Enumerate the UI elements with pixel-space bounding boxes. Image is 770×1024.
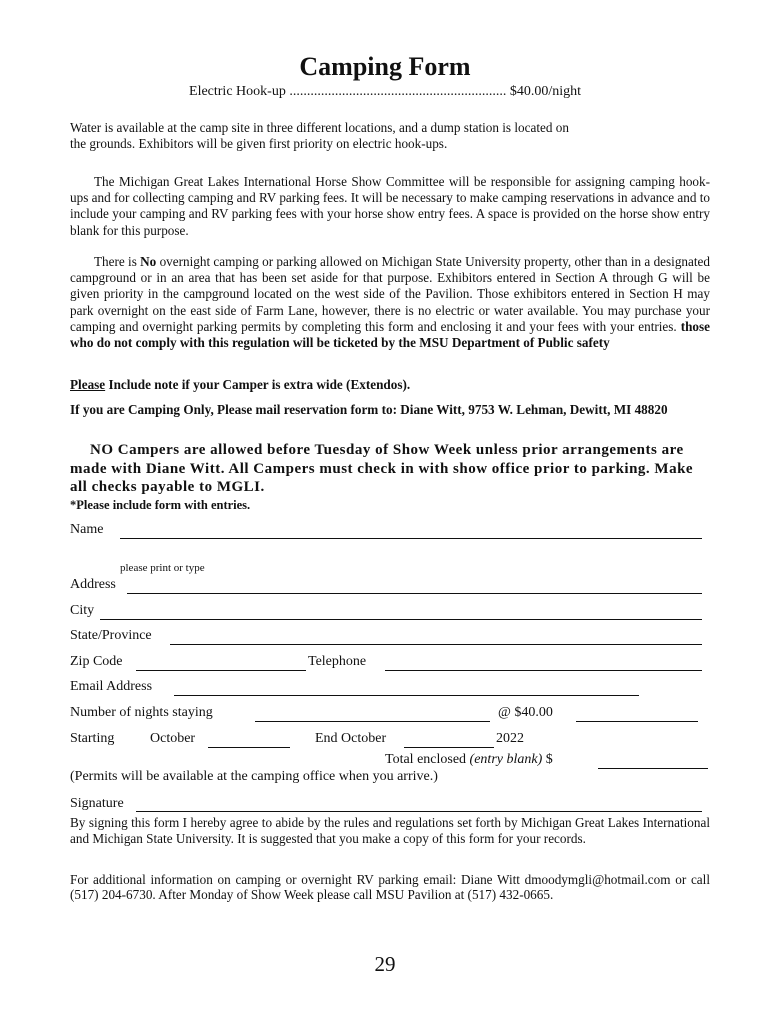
para2-no: No — [140, 254, 157, 269]
address-field[interactable] — [127, 593, 702, 594]
total-enclosed-field[interactable] — [598, 768, 708, 769]
total-enclosed-label — [385, 752, 553, 768]
notice-paragraph: NO Campers are allowed before Tuesday of Show Week unless prior arrangements are made with Diane Witt. All Campers must check in with show office prior to parking. Make all checks payable to MGLI. — [70, 442, 694, 495]
telephone-field[interactable] — [385, 670, 702, 671]
para2-text-c: overnight camping or parking allowed on Michigan State University property, other than in a designated campground or in an area that has been set aside for that purpose. Exhibitors entered in Section A through G will be given priority in the campground located on the west side of the Pavilion. Those exhibitors entered in Section H may park overnight on the east side of Farm Lane, however, there is no electric or water available. You may purchase your camping and overnight parking permits by completing this form and enclosing it and your fees with your entries. — [70, 254, 710, 334]
rate-label: @ $40.00 — [498, 705, 553, 720]
permits-note: (Permits will be available at the camping office when you arrive.) — [70, 769, 438, 784]
starting-label: Starting — [70, 731, 115, 746]
include-note: *Please include form with entries. — [70, 498, 251, 512]
contact-paragraph: For additional information on camping or overnight RV parking email: Diane Witt dmoodymgli@hotmail.com or call (517) 204-6730. After Monday of Show Week please call MSU Pavilion at (517) 432-0665. — [70, 872, 710, 902]
agreement-paragraph: By signing this form I hereby agree to abide by the rules and regulations set forth by Michigan Great Lakes International and Michigan State University. It is suggested that you make a copy of this form for your records. — [70, 815, 710, 846]
city-field[interactable] — [100, 619, 702, 620]
please-word: Please — [70, 377, 106, 392]
end-date-field[interactable] — [404, 747, 494, 748]
overnight-paragraph — [70, 254, 710, 351]
electric-hookup-price: Electric Hook-up .............................................................. $40.00/night — [189, 84, 581, 99]
email-label: Email Address — [70, 679, 153, 694]
state-label: State/Province — [70, 628, 152, 643]
nights-total-field[interactable] — [576, 721, 698, 722]
year-label: 2022 — [496, 731, 524, 746]
dollar-sign: $ — [542, 752, 553, 767]
nights-field[interactable] — [255, 721, 490, 722]
start-october-label: October — [150, 731, 196, 746]
email-field[interactable] — [174, 695, 639, 696]
start-date-field[interactable] — [208, 747, 290, 748]
please-note-text: Include note if your Camper is extra wide (Extendos). — [105, 377, 411, 392]
page-title: Camping Form — [299, 52, 471, 81]
name-label: Name — [70, 522, 104, 537]
state-field[interactable] — [170, 644, 702, 645]
city-label: City — [70, 603, 95, 618]
page-number: 29 — [374, 952, 396, 976]
telephone-label: Telephone — [308, 654, 367, 669]
print-hint: please print or type — [120, 562, 205, 574]
committee-paragraph: The Michigan Great Lakes International Horse Show Committee will be responsible for assigning camping hook-ups and for collecting camping and RV parking fees. It will be necessary to make camping reservations in advance and to include your camping and RV parking fees with your horse show entry fees. A space is provided on the horse show entry blank for this purpose. — [70, 174, 710, 238]
total-text: Total enclosed — [385, 752, 470, 767]
zip-label: Zip Code — [70, 654, 123, 669]
zip-field[interactable] — [136, 670, 306, 671]
please-note — [70, 377, 710, 393]
address-label: Address — [70, 577, 116, 592]
signature-label: Signature — [70, 796, 124, 811]
entry-blank-text: (entry blank) — [469, 752, 543, 767]
mail-instructions: If you are Camping Only, Please mail reservation form to: Diane Witt, 9753 W. Lehman, Dewitt, MI 48820 — [70, 402, 668, 417]
para2-text-a: There is — [94, 254, 141, 269]
end-october-label: End October — [315, 731, 387, 746]
name-field[interactable] — [120, 538, 702, 539]
nights-label: Number of nights staying — [70, 705, 213, 720]
signature-field[interactable] — [136, 811, 702, 812]
intro-paragraph: Water is available at the camp site in three different locations, and a dump station is located on the grounds. Exhibitors will be given first priority on electric hook-ups. — [70, 120, 569, 152]
para2-ticket-warning: those who do not comply with this regulation will be ticketed by the MSU Department of Public safety — [70, 318, 710, 351]
